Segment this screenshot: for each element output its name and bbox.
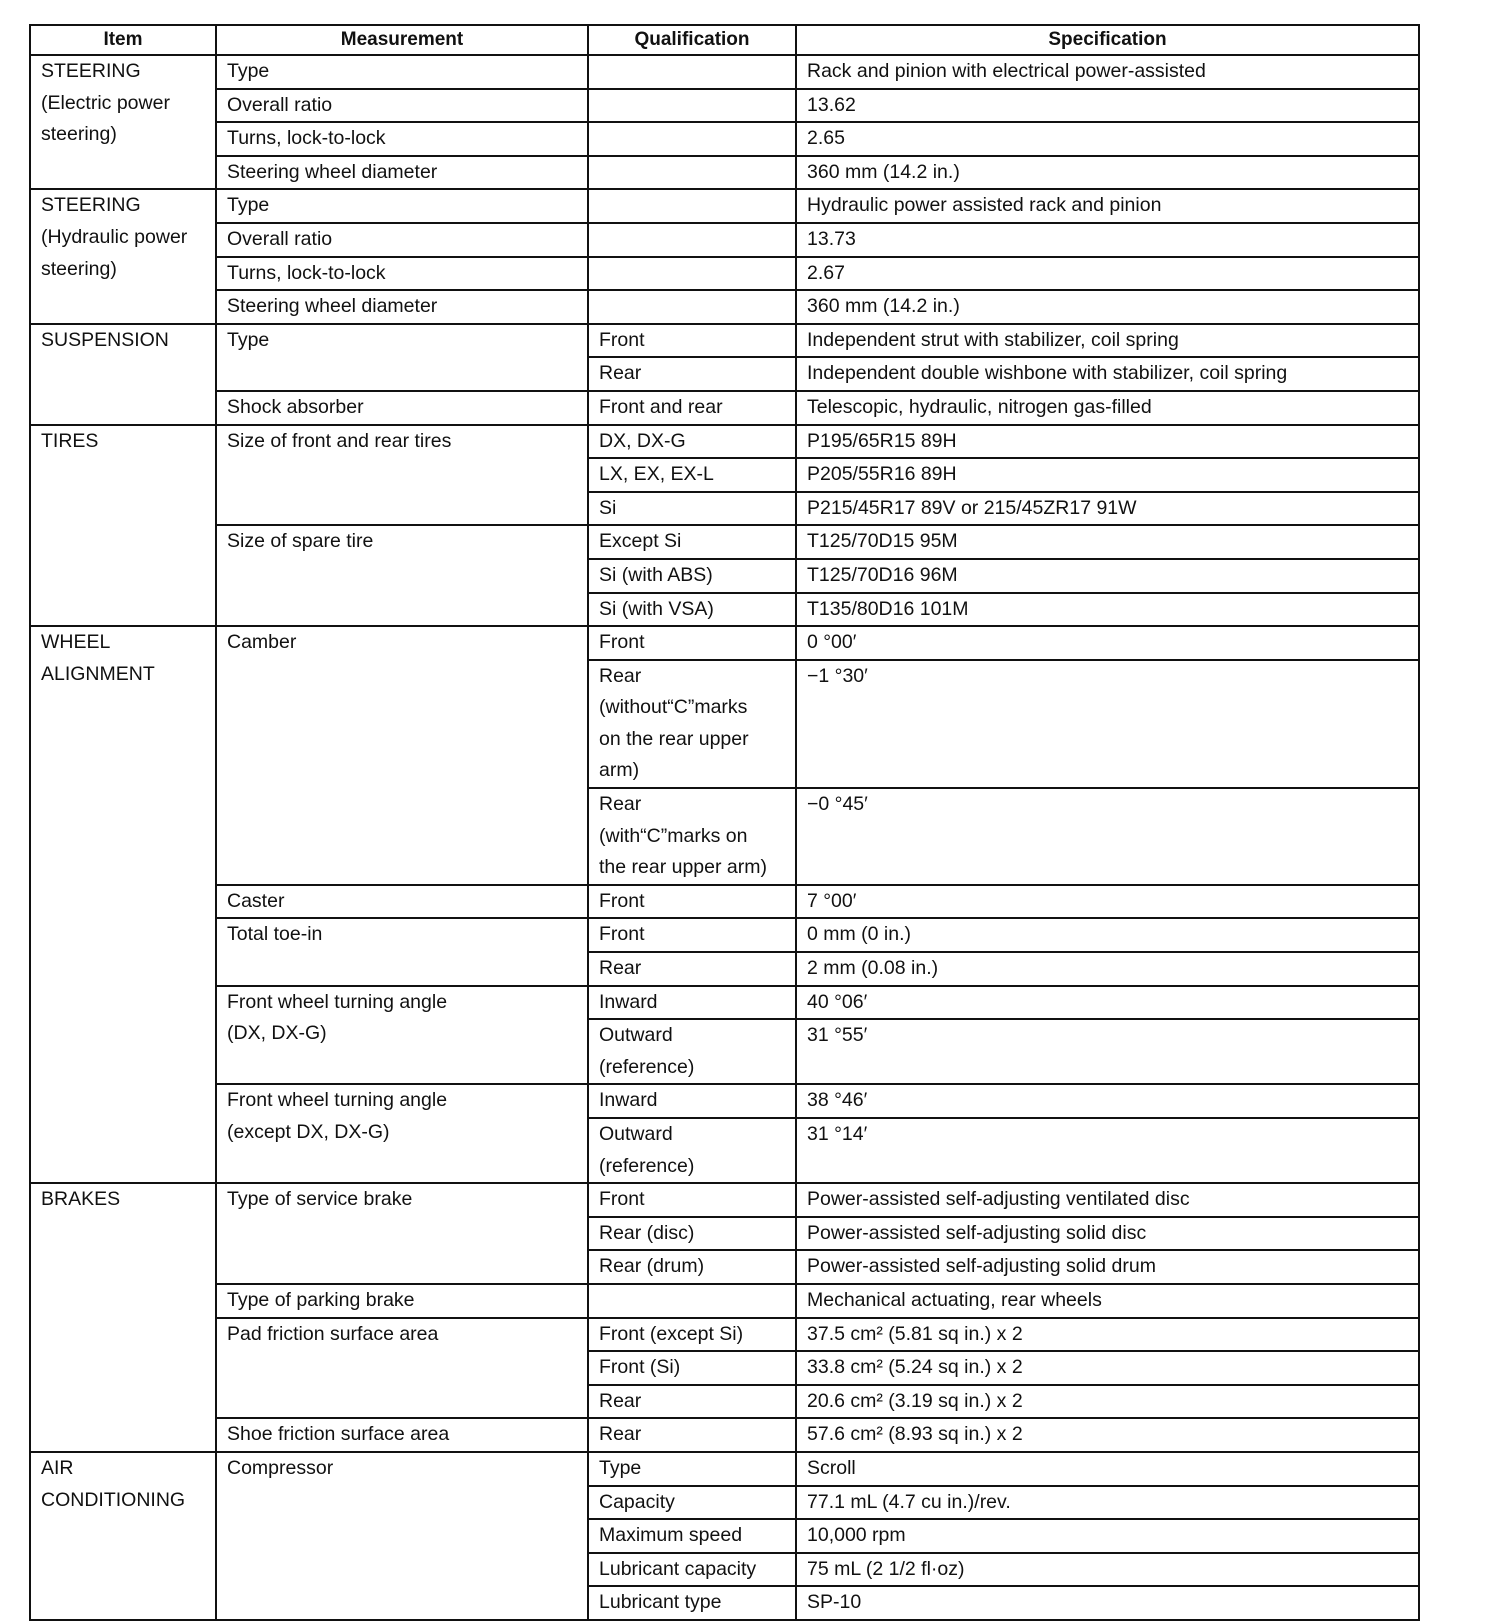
qualification-cell: Rear [588, 952, 796, 986]
specification-cell: 40 °06′ [796, 986, 1419, 1020]
item-cell: TIRES [30, 425, 216, 627]
qualification-cell [588, 223, 796, 257]
specification-cell: 360 mm (14.2 in.) [796, 156, 1419, 190]
specification-cell: Hydraulic power assisted rack and pinion [796, 189, 1419, 223]
qualification-cell: Front [588, 626, 796, 660]
measurement-cell: Total toe-in [216, 918, 588, 985]
measurement-cell: Front wheel turning angle (except DX, DX-G) [216, 1084, 588, 1183]
qualification-cell [588, 290, 796, 324]
specification-cell: 2.65 [796, 122, 1419, 156]
measurement-cell: Compressor [216, 1452, 588, 1620]
table-row [30, 1452, 1419, 1486]
table-row [30, 986, 1419, 1020]
item-cell: AIR CONDITIONING [30, 1452, 216, 1620]
specification-cell: 31 °55′ [796, 1019, 1419, 1084]
measurement-cell: Turns, lock-to-lock [216, 122, 588, 156]
qualification-cell [588, 89, 796, 123]
qualification-cell: Rear (without“C”marks on the rear upper arm) [588, 660, 796, 788]
measurement-cell: Turns, lock-to-lock [216, 257, 588, 291]
header-specification: Specification [796, 25, 1419, 55]
table-row [30, 425, 1419, 459]
table-row [30, 122, 1419, 156]
qualification-cell: Lubricant capacity [588, 1553, 796, 1587]
qualification-cell [588, 257, 796, 291]
item-cell: STEERING (Hydraulic power steering) [30, 189, 216, 323]
specification-cell: Power-assisted self-adjusting solid drum [796, 1250, 1419, 1284]
measurement-cell: Shoe friction surface area [216, 1418, 588, 1452]
qualification-cell: Front [588, 885, 796, 919]
qualification-cell: Rear [588, 357, 796, 391]
qualification-cell: Front (except Si) [588, 1318, 796, 1352]
specification-cell: T135/80D16 101M [796, 593, 1419, 627]
measurement-cell: Camber [216, 626, 588, 885]
qualification-cell [588, 1284, 796, 1318]
qualification-cell: Front [588, 324, 796, 358]
specification-cell: Independent double wishbone with stabilizer, coil spring [796, 357, 1419, 391]
qualification-cell [588, 55, 796, 89]
table-row [30, 89, 1419, 123]
specification-cell: T125/70D15 95M [796, 525, 1419, 559]
specification-cell: 0 mm (0 in.) [796, 918, 1419, 952]
item-cell: STEERING (Electric power steering) [30, 55, 216, 189]
specification-cell: 33.8 cm² (5.24 sq in.) x 2 [796, 1351, 1419, 1385]
table-row [30, 1183, 1419, 1217]
qualification-cell: Front (Si) [588, 1351, 796, 1385]
table-row [30, 324, 1419, 358]
specification-cell: 20.6 cm² (3.19 sq in.) x 2 [796, 1385, 1419, 1419]
measurement-cell: Size of front and rear tires [216, 425, 588, 526]
qualification-cell: Front and rear [588, 391, 796, 425]
table-row [30, 156, 1419, 190]
qualification-cell: Rear [588, 1418, 796, 1452]
table-row [30, 391, 1419, 425]
qualification-cell: Maximum speed [588, 1519, 796, 1553]
qualification-cell: Si (with ABS) [588, 559, 796, 593]
qualification-cell: Rear (disc) [588, 1217, 796, 1251]
table-row [30, 1284, 1419, 1318]
measurement-cell: Type [216, 55, 588, 89]
qualification-cell: Lubricant type [588, 1586, 796, 1620]
measurement-cell: Overall ratio [216, 223, 588, 257]
specification-cell: Rack and pinion with electrical power-assisted [796, 55, 1419, 89]
measurement-cell: Caster [216, 885, 588, 919]
qualification-cell [588, 122, 796, 156]
specification-cell: T125/70D16 96M [796, 559, 1419, 593]
specification-cell: 2.67 [796, 257, 1419, 291]
qualification-cell: Outward (reference) [588, 1118, 796, 1183]
table-row [30, 626, 1419, 660]
qualification-cell: Capacity [588, 1486, 796, 1520]
table-row [30, 55, 1419, 89]
specification-cell: P215/45R17 89V or 215/45ZR17 91W [796, 492, 1419, 526]
measurement-cell: Type of service brake [216, 1183, 588, 1284]
measurement-cell: Size of spare tire [216, 525, 588, 626]
qualification-cell [588, 189, 796, 223]
qualification-cell: Si [588, 492, 796, 526]
specification-cell: P205/55R16 89H [796, 458, 1419, 492]
specification-cell: 57.6 cm² (8.93 sq in.) x 2 [796, 1418, 1419, 1452]
qualification-cell [588, 156, 796, 190]
measurement-cell: Overall ratio [216, 89, 588, 123]
specification-cell: 75 mL (2 1/2 fl·oz) [796, 1553, 1419, 1587]
specification-cell: 13.62 [796, 89, 1419, 123]
header-item: Item [30, 25, 216, 55]
table-row [30, 885, 1419, 919]
header-row [30, 25, 1419, 55]
measurement-cell: Front wheel turning angle (DX, DX-G) [216, 986, 588, 1085]
specification-cell: SP-10 [796, 1586, 1419, 1620]
qualification-cell: Except Si [588, 525, 796, 559]
qualification-cell: Rear (drum) [588, 1250, 796, 1284]
table-row [30, 1418, 1419, 1452]
table-row [30, 223, 1419, 257]
table-body [30, 55, 1419, 1620]
qualification-cell: Inward [588, 1084, 796, 1118]
qualification-cell: DX, DX-G [588, 425, 796, 459]
item-cell: WHEEL ALIGNMENT [30, 626, 216, 1183]
table-row [30, 257, 1419, 291]
qualification-cell: LX, EX, EX-L [588, 458, 796, 492]
table-row [30, 918, 1419, 952]
specification-cell: −0 °45′ [796, 788, 1419, 885]
specification-cell: Telescopic, hydraulic, nitrogen gas-filled [796, 391, 1419, 425]
item-cell: SUSPENSION [30, 324, 216, 425]
specification-cell: 13.73 [796, 223, 1419, 257]
qualification-cell: Rear [588, 1385, 796, 1419]
measurement-cell: Shock absorber [216, 391, 588, 425]
specification-cell: 77.1 mL (4.7 cu in.)/rev. [796, 1486, 1419, 1520]
specifications-table [29, 24, 1420, 1621]
specification-cell: 10,000 rpm [796, 1519, 1419, 1553]
measurement-cell: Type [216, 324, 588, 391]
specification-cell: 2 mm (0.08 in.) [796, 952, 1419, 986]
qualification-cell: Front [588, 1183, 796, 1217]
specification-cell: Independent strut with stabilizer, coil spring [796, 324, 1419, 358]
qualification-cell: Front [588, 918, 796, 952]
table-row [30, 1318, 1419, 1352]
table-row [30, 189, 1419, 223]
specification-cell: Scroll [796, 1452, 1419, 1486]
measurement-cell: Type of parking brake [216, 1284, 588, 1318]
specification-cell: P195/65R15 89H [796, 425, 1419, 459]
specification-cell: Power-assisted self-adjusting ventilated disc [796, 1183, 1419, 1217]
table-row [30, 525, 1419, 559]
specification-cell: 31 °14′ [796, 1118, 1419, 1183]
measurement-cell: Type [216, 189, 588, 223]
header-qualification: Qualification [588, 25, 796, 55]
qualification-cell: Si (with VSA) [588, 593, 796, 627]
item-cell: BRAKES [30, 1183, 216, 1452]
specification-cell: 360 mm (14.2 in.) [796, 290, 1419, 324]
table-row [30, 1084, 1419, 1118]
qualification-cell: Type [588, 1452, 796, 1486]
specification-cell: Power-assisted self-adjusting solid disc [796, 1217, 1419, 1251]
qualification-cell: Inward [588, 986, 796, 1020]
specification-cell: 38 °46′ [796, 1084, 1419, 1118]
qualification-cell: Outward (reference) [588, 1019, 796, 1084]
header-measurement: Measurement [216, 25, 588, 55]
specification-cell: 7 °00′ [796, 885, 1419, 919]
measurement-cell: Pad friction surface area [216, 1318, 588, 1419]
table-row [30, 290, 1419, 324]
specification-cell: 37.5 cm² (5.81 sq in.) x 2 [796, 1318, 1419, 1352]
specification-cell: Mechanical actuating, rear wheels [796, 1284, 1419, 1318]
qualification-cell: Rear (with“C”marks on the rear upper arm) [588, 788, 796, 885]
specification-cell: −1 °30′ [796, 660, 1419, 788]
specification-cell: 0 °00′ [796, 626, 1419, 660]
measurement-cell: Steering wheel diameter [216, 290, 588, 324]
measurement-cell: Steering wheel diameter [216, 156, 588, 190]
